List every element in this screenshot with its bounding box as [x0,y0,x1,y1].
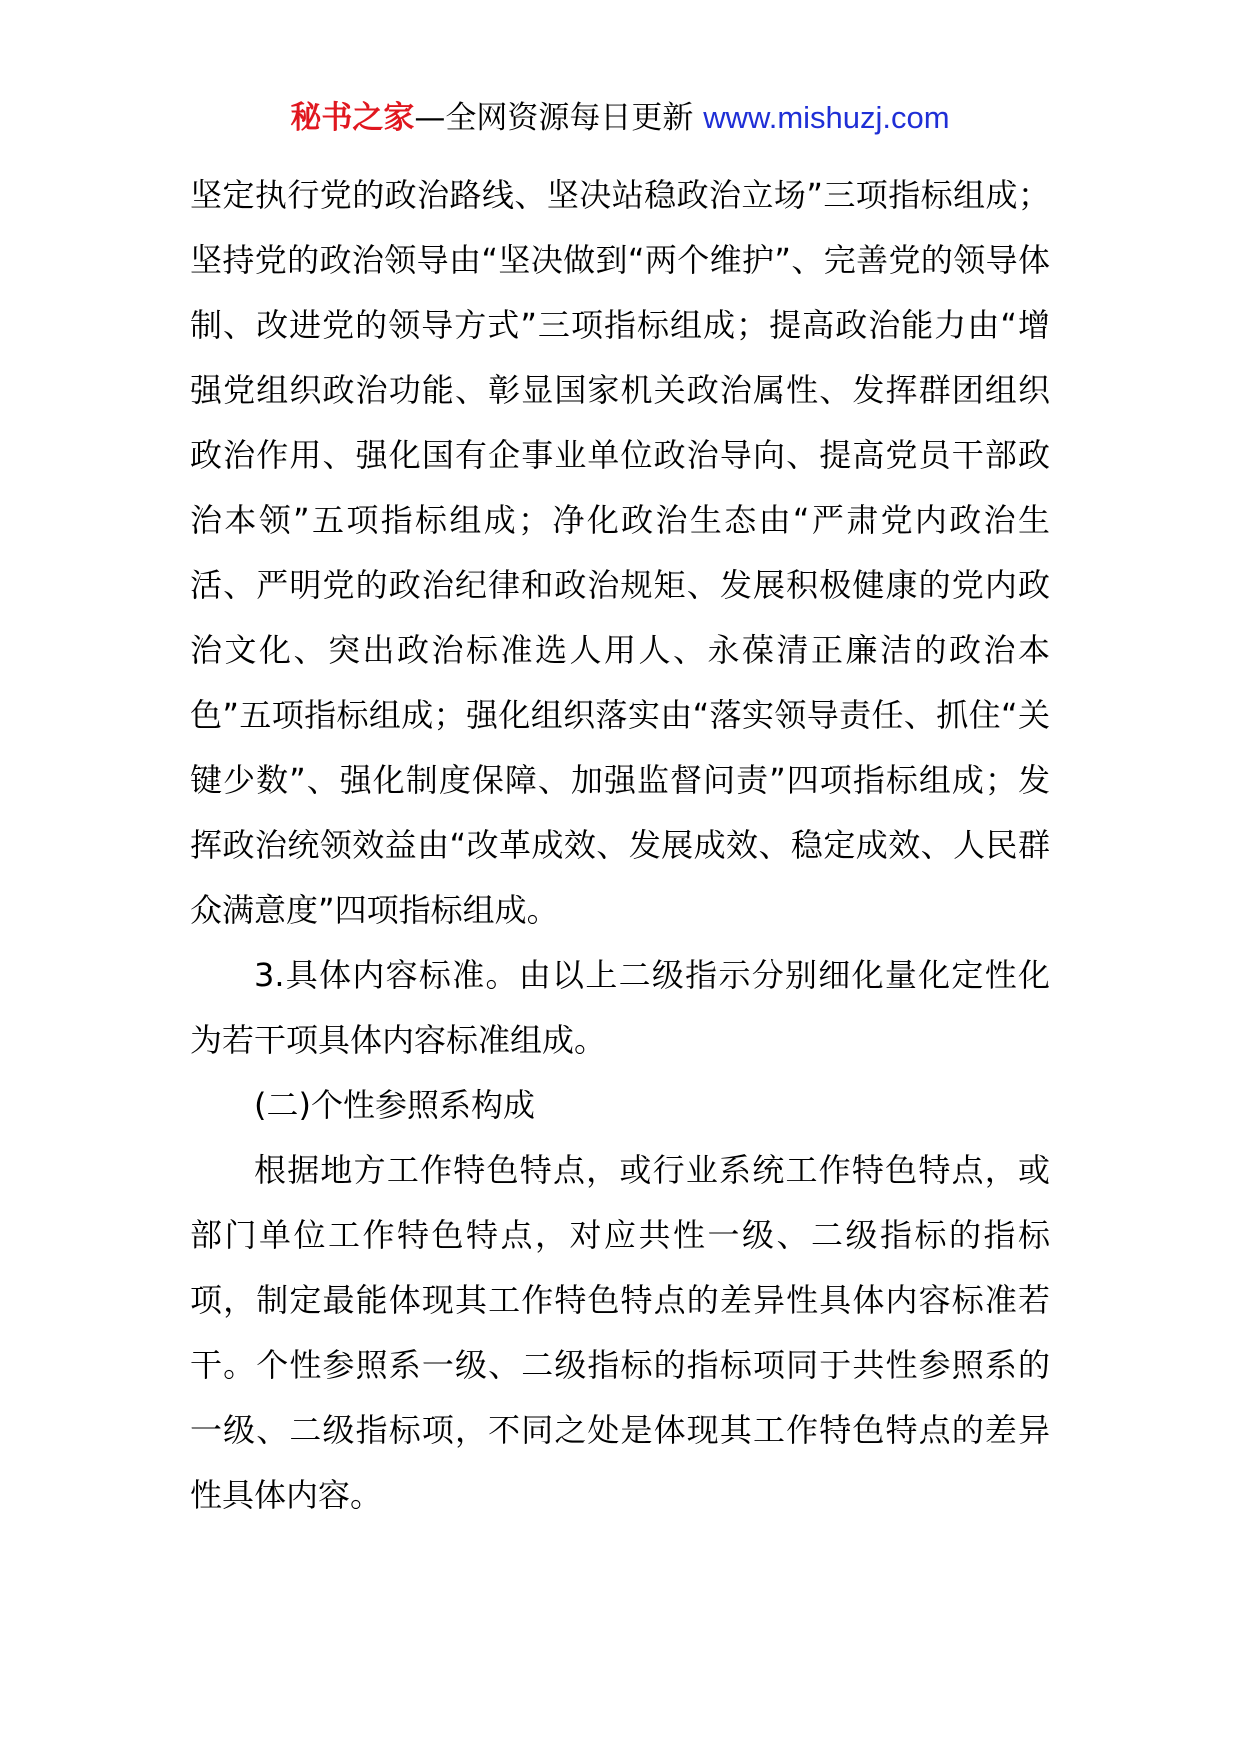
paragraph-item-3: 3.具体内容标准。由以上二级指示分别细化量化定性化为若干项具体内容标准组成。 [190,956,1050,1059]
site-slogan: —全网资源每日更新 [414,100,704,136]
document-body [190,163,1050,1528]
paragraph-body: 根据地方工作特色特点，或行业系统工作特色特点，或部门单位工作特色特点，对应共性一级、二级指标的指标项，制定最能体现其工作特色特点的差异性具体内容标准若干。个性参照系一级、二级指标的指标项同于共性参照系的一级、二级指标项，不同之处是体现其工作特色特点的差异性具体内容。 [190,1151,1050,1514]
site-url[interactable]: www.mishuzj.com [703,100,950,135]
section-heading: (二)个性参照系构成 [254,1086,535,1124]
paragraph-continued: 坚定执行党的政治路线、坚决站稳政治立场”三项指标组成；坚持党的政治领导由“坚决做到“两个维护”、完善党的领导体制、改进党的领导方式”三项指标组成；提高政治能力由“增强党组织政治功能、彰显国家机关政治属性、发挥群团组织政治作用、强化国有企事业单位政治导向、提高党员干部政治本领”五项指标组成；净化政治生态由“严肃党内政治生活、严明党的政治纪律和政治规矩、发展积极健康的党内政治文化、突出政治标准选人用人、永葆清正廉洁的政治本色”五项指标组成；强化组织落实由“落实领导责任、抓住“关键少数”、强化制度保障、加强监督问责”四项指标组成；发挥政治统领效益由“改革成效、发展成效、稳定成效、人民群众满意度”四项指标组成。 [190,176,1050,929]
page-header [0,98,1240,138]
site-brand: 秘书之家 [290,100,415,136]
